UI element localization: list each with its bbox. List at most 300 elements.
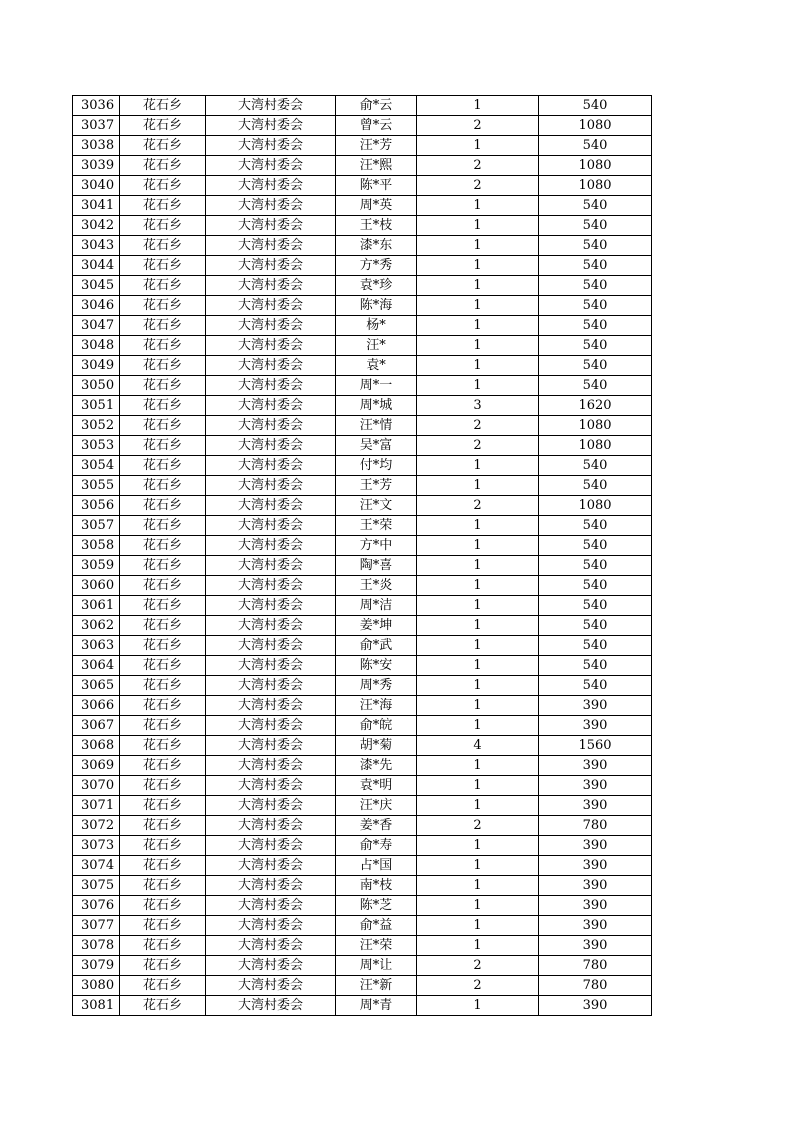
amount-cell: 390 (539, 776, 652, 796)
record-number-cell: 3057 (73, 516, 120, 536)
name-cell: 杨* (336, 316, 417, 336)
township-cell: 花石乡 (120, 256, 206, 276)
township-cell: 花石乡 (120, 756, 206, 776)
name-cell: 周*城 (336, 396, 417, 416)
record-number-cell: 3040 (73, 176, 120, 196)
table-row (73, 396, 652, 416)
table-row (73, 376, 652, 396)
name-cell: 南*枝 (336, 876, 417, 896)
household-count-cell: 1 (417, 636, 539, 656)
amount-cell: 540 (539, 536, 652, 556)
record-number-cell: 3048 (73, 336, 120, 356)
household-count-cell: 1 (417, 596, 539, 616)
village-committee-cell: 大湾村委会 (206, 416, 336, 436)
subsidy-roster-table (72, 95, 652, 1016)
table-row (73, 276, 652, 296)
name-cell: 陈*平 (336, 176, 417, 196)
household-count-cell: 1 (417, 316, 539, 336)
amount-cell: 780 (539, 816, 652, 836)
township-cell: 花石乡 (120, 996, 206, 1016)
township-cell: 花石乡 (120, 836, 206, 856)
amount-cell: 540 (539, 676, 652, 696)
household-count-cell: 1 (417, 376, 539, 396)
household-count-cell: 1 (417, 216, 539, 236)
name-cell: 袁*明 (336, 776, 417, 796)
record-number-cell: 3042 (73, 216, 120, 236)
village-committee-cell: 大湾村委会 (206, 976, 336, 996)
village-committee-cell: 大湾村委会 (206, 936, 336, 956)
amount-cell: 1080 (539, 496, 652, 516)
record-number-cell: 3062 (73, 616, 120, 636)
amount-cell: 1080 (539, 416, 652, 436)
amount-cell: 540 (539, 196, 652, 216)
village-committee-cell: 大湾村委会 (206, 236, 336, 256)
household-count-cell: 1 (417, 916, 539, 936)
name-cell: 汪*新 (336, 976, 417, 996)
table-row (73, 416, 652, 436)
record-number-cell: 3066 (73, 696, 120, 716)
household-count-cell: 1 (417, 696, 539, 716)
amount-cell: 1080 (539, 156, 652, 176)
name-cell: 周*英 (336, 196, 417, 216)
table-row (73, 436, 652, 456)
household-count-cell: 1 (417, 556, 539, 576)
record-number-cell: 3051 (73, 396, 120, 416)
name-cell: 俞*云 (336, 96, 417, 116)
amount-cell: 540 (539, 216, 652, 236)
township-cell: 花石乡 (120, 476, 206, 496)
township-cell: 花石乡 (120, 656, 206, 676)
amount-cell: 540 (539, 636, 652, 656)
village-committee-cell: 大湾村委会 (206, 116, 336, 136)
household-count-cell: 2 (417, 976, 539, 996)
village-committee-cell: 大湾村委会 (206, 856, 336, 876)
amount-cell: 390 (539, 876, 652, 896)
household-count-cell: 3 (417, 396, 539, 416)
table-row (73, 356, 652, 376)
table-row (73, 796, 652, 816)
household-count-cell: 1 (417, 756, 539, 776)
name-cell: 周*青 (336, 996, 417, 1016)
record-number-cell: 3072 (73, 816, 120, 836)
table-row (73, 716, 652, 736)
village-committee-cell: 大湾村委会 (206, 496, 336, 516)
village-committee-cell: 大湾村委会 (206, 716, 336, 736)
table-row (73, 856, 652, 876)
name-cell: 周*秀 (336, 676, 417, 696)
table-row (73, 336, 652, 356)
township-cell: 花石乡 (120, 676, 206, 696)
village-committee-cell: 大湾村委会 (206, 956, 336, 976)
township-cell: 花石乡 (120, 556, 206, 576)
table-row (73, 836, 652, 856)
township-cell: 花石乡 (120, 776, 206, 796)
township-cell: 花石乡 (120, 336, 206, 356)
township-cell: 花石乡 (120, 216, 206, 236)
record-number-cell: 3064 (73, 656, 120, 676)
record-number-cell: 3045 (73, 276, 120, 296)
table-row (73, 956, 652, 976)
record-number-cell: 3041 (73, 196, 120, 216)
record-number-cell: 3076 (73, 896, 120, 916)
record-number-cell: 3054 (73, 456, 120, 476)
household-count-cell: 1 (417, 296, 539, 316)
table-row (73, 176, 652, 196)
name-cell: 俞*寿 (336, 836, 417, 856)
village-committee-cell: 大湾村委会 (206, 156, 336, 176)
name-cell: 胡*菊 (336, 736, 417, 756)
household-count-cell: 2 (417, 156, 539, 176)
village-committee-cell: 大湾村委会 (206, 816, 336, 836)
table-row (73, 316, 652, 336)
amount-cell: 780 (539, 976, 652, 996)
village-committee-cell: 大湾村委会 (206, 756, 336, 776)
township-cell: 花石乡 (120, 636, 206, 656)
household-count-cell: 1 (417, 616, 539, 636)
table-row (73, 196, 652, 216)
record-number-cell: 3058 (73, 536, 120, 556)
township-cell: 花石乡 (120, 856, 206, 876)
name-cell: 姜*香 (336, 816, 417, 836)
village-committee-cell: 大湾村委会 (206, 376, 336, 396)
household-count-cell: 1 (417, 136, 539, 156)
village-committee-cell: 大湾村委会 (206, 596, 336, 616)
household-count-cell: 1 (417, 676, 539, 696)
name-cell: 俞*益 (336, 916, 417, 936)
township-cell: 花石乡 (120, 616, 206, 636)
household-count-cell: 1 (417, 336, 539, 356)
table-row (73, 656, 652, 676)
name-cell: 汪*庆 (336, 796, 417, 816)
record-number-cell: 3078 (73, 936, 120, 956)
name-cell: 袁* (336, 356, 417, 376)
village-committee-cell: 大湾村委会 (206, 996, 336, 1016)
amount-cell: 540 (539, 296, 652, 316)
name-cell: 王*荣 (336, 516, 417, 536)
township-cell: 花石乡 (120, 456, 206, 476)
village-committee-cell: 大湾村委会 (206, 896, 336, 916)
name-cell: 姜*坤 (336, 616, 417, 636)
record-number-cell: 3039 (73, 156, 120, 176)
name-cell: 汪*荣 (336, 936, 417, 956)
village-committee-cell: 大湾村委会 (206, 516, 336, 536)
record-number-cell: 3065 (73, 676, 120, 696)
amount-cell: 390 (539, 696, 652, 716)
record-number-cell: 3071 (73, 796, 120, 816)
village-committee-cell: 大湾村委会 (206, 836, 336, 856)
record-number-cell: 3046 (73, 296, 120, 316)
village-committee-cell: 大湾村委会 (206, 196, 336, 216)
household-count-cell: 4 (417, 736, 539, 756)
township-cell: 花石乡 (120, 196, 206, 216)
township-cell: 花石乡 (120, 956, 206, 976)
amount-cell: 540 (539, 516, 652, 536)
name-cell: 吴*富 (336, 436, 417, 456)
township-cell: 花石乡 (120, 376, 206, 396)
record-number-cell: 3044 (73, 256, 120, 276)
village-committee-cell: 大湾村委会 (206, 636, 336, 656)
township-cell: 花石乡 (120, 736, 206, 756)
household-count-cell: 1 (417, 836, 539, 856)
village-committee-cell: 大湾村委会 (206, 296, 336, 316)
household-count-cell: 1 (417, 576, 539, 596)
amount-cell: 540 (539, 616, 652, 636)
village-committee-cell: 大湾村委会 (206, 656, 336, 676)
name-cell: 汪*芳 (336, 136, 417, 156)
name-cell: 漆*东 (336, 236, 417, 256)
amount-cell: 1080 (539, 116, 652, 136)
name-cell: 周*让 (336, 956, 417, 976)
amount-cell: 540 (539, 376, 652, 396)
amount-cell: 390 (539, 836, 652, 856)
record-number-cell: 3079 (73, 956, 120, 976)
township-cell: 花石乡 (120, 96, 206, 116)
household-count-cell: 1 (417, 896, 539, 916)
name-cell: 汪*情 (336, 416, 417, 436)
household-count-cell: 1 (417, 196, 539, 216)
name-cell: 王*枝 (336, 216, 417, 236)
name-cell: 俞*武 (336, 636, 417, 656)
name-cell: 袁*珍 (336, 276, 417, 296)
amount-cell: 540 (539, 336, 652, 356)
amount-cell: 540 (539, 356, 652, 376)
record-number-cell: 3063 (73, 636, 120, 656)
household-count-cell: 1 (417, 656, 539, 676)
household-count-cell: 1 (417, 876, 539, 896)
record-number-cell: 3069 (73, 756, 120, 776)
table-row (73, 776, 652, 796)
household-count-cell: 2 (417, 436, 539, 456)
household-count-cell: 1 (417, 276, 539, 296)
village-committee-cell: 大湾村委会 (206, 536, 336, 556)
township-cell: 花石乡 (120, 316, 206, 336)
township-cell: 花石乡 (120, 356, 206, 376)
record-number-cell: 3053 (73, 436, 120, 456)
table-row (73, 996, 652, 1016)
village-committee-cell: 大湾村委会 (206, 676, 336, 696)
record-number-cell: 3037 (73, 116, 120, 136)
record-number-cell: 3075 (73, 876, 120, 896)
table-row (73, 156, 652, 176)
township-cell: 花石乡 (120, 536, 206, 556)
amount-cell: 540 (539, 476, 652, 496)
village-committee-cell: 大湾村委会 (206, 796, 336, 816)
record-number-cell: 3061 (73, 596, 120, 616)
table-row (73, 896, 652, 916)
amount-cell: 540 (539, 456, 652, 476)
township-cell: 花石乡 (120, 516, 206, 536)
table-row (73, 916, 652, 936)
township-cell: 花石乡 (120, 716, 206, 736)
record-number-cell: 3056 (73, 496, 120, 516)
record-number-cell: 3067 (73, 716, 120, 736)
village-committee-cell: 大湾村委会 (206, 696, 336, 716)
table-row (73, 696, 652, 716)
village-committee-cell: 大湾村委会 (206, 256, 336, 276)
amount-cell: 390 (539, 796, 652, 816)
name-cell: 王*芳 (336, 476, 417, 496)
amount-cell: 390 (539, 996, 652, 1016)
record-number-cell: 3038 (73, 136, 120, 156)
table-row (73, 456, 652, 476)
record-number-cell: 3080 (73, 976, 120, 996)
village-committee-cell: 大湾村委会 (206, 916, 336, 936)
township-cell: 花石乡 (120, 976, 206, 996)
table-row (73, 616, 652, 636)
village-committee-cell: 大湾村委会 (206, 176, 336, 196)
household-count-cell: 1 (417, 856, 539, 876)
household-count-cell: 1 (417, 256, 539, 276)
name-cell: 汪* (336, 336, 417, 356)
table-row (73, 96, 652, 116)
amount-cell: 390 (539, 896, 652, 916)
name-cell: 汪*熙 (336, 156, 417, 176)
amount-cell: 540 (539, 256, 652, 276)
household-count-cell: 1 (417, 796, 539, 816)
table-row (73, 876, 652, 896)
household-count-cell: 1 (417, 456, 539, 476)
township-cell: 花石乡 (120, 816, 206, 836)
village-committee-cell: 大湾村委会 (206, 356, 336, 376)
record-number-cell: 3068 (73, 736, 120, 756)
household-count-cell: 2 (417, 176, 539, 196)
table-row (73, 256, 652, 276)
village-committee-cell: 大湾村委会 (206, 216, 336, 236)
village-committee-cell: 大湾村委会 (206, 276, 336, 296)
village-committee-cell: 大湾村委会 (206, 776, 336, 796)
amount-cell: 540 (539, 96, 652, 116)
name-cell: 付*均 (336, 456, 417, 476)
name-cell: 陈*安 (336, 656, 417, 676)
amount-cell: 390 (539, 856, 652, 876)
township-cell: 花石乡 (120, 176, 206, 196)
village-committee-cell: 大湾村委会 (206, 576, 336, 596)
village-committee-cell: 大湾村委会 (206, 736, 336, 756)
township-cell: 花石乡 (120, 696, 206, 716)
name-cell: 方*秀 (336, 256, 417, 276)
household-count-cell: 1 (417, 536, 539, 556)
household-count-cell: 1 (417, 356, 539, 376)
roster-table-body (73, 96, 652, 1016)
household-count-cell: 1 (417, 716, 539, 736)
township-cell: 花石乡 (120, 116, 206, 136)
village-committee-cell: 大湾村委会 (206, 436, 336, 456)
household-count-cell: 1 (417, 236, 539, 256)
table-row (73, 536, 652, 556)
record-number-cell: 3060 (73, 576, 120, 596)
name-cell: 方*中 (336, 536, 417, 556)
record-number-cell: 3073 (73, 836, 120, 856)
township-cell: 花石乡 (120, 936, 206, 956)
record-number-cell: 3081 (73, 996, 120, 1016)
household-count-cell: 2 (417, 956, 539, 976)
name-cell: 汪*海 (336, 696, 417, 716)
township-cell: 花石乡 (120, 876, 206, 896)
table-row (73, 816, 652, 836)
amount-cell: 1080 (539, 176, 652, 196)
amount-cell: 540 (539, 596, 652, 616)
household-count-cell: 2 (417, 416, 539, 436)
village-committee-cell: 大湾村委会 (206, 316, 336, 336)
township-cell: 花石乡 (120, 496, 206, 516)
table-row (73, 496, 652, 516)
household-count-cell: 1 (417, 996, 539, 1016)
township-cell: 花石乡 (120, 436, 206, 456)
table-row (73, 736, 652, 756)
township-cell: 花石乡 (120, 796, 206, 816)
record-number-cell: 3047 (73, 316, 120, 336)
township-cell: 花石乡 (120, 236, 206, 256)
record-number-cell: 3059 (73, 556, 120, 576)
household-count-cell: 1 (417, 936, 539, 956)
table-row (73, 216, 652, 236)
name-cell: 陈*芝 (336, 896, 417, 916)
name-cell: 王*炎 (336, 576, 417, 596)
record-number-cell: 3036 (73, 96, 120, 116)
record-number-cell: 3050 (73, 376, 120, 396)
amount-cell: 390 (539, 916, 652, 936)
table-row (73, 576, 652, 596)
household-count-cell: 2 (417, 496, 539, 516)
amount-cell: 390 (539, 716, 652, 736)
name-cell: 陈*海 (336, 296, 417, 316)
amount-cell: 390 (539, 756, 652, 776)
amount-cell: 780 (539, 956, 652, 976)
amount-cell: 1620 (539, 396, 652, 416)
amount-cell: 1080 (539, 436, 652, 456)
township-cell: 花石乡 (120, 156, 206, 176)
name-cell: 周*洁 (336, 596, 417, 616)
record-number-cell: 3070 (73, 776, 120, 796)
township-cell: 花石乡 (120, 576, 206, 596)
table-row (73, 136, 652, 156)
household-count-cell: 1 (417, 476, 539, 496)
name-cell: 俞*皖 (336, 716, 417, 736)
table-row (73, 556, 652, 576)
record-number-cell: 3049 (73, 356, 120, 376)
amount-cell: 540 (539, 276, 652, 296)
township-cell: 花石乡 (120, 596, 206, 616)
village-committee-cell: 大湾村委会 (206, 336, 336, 356)
village-committee-cell: 大湾村委会 (206, 476, 336, 496)
table-row (73, 976, 652, 996)
amount-cell: 540 (539, 316, 652, 336)
village-committee-cell: 大湾村委会 (206, 616, 336, 636)
table-row (73, 936, 652, 956)
table-row (73, 636, 652, 656)
record-number-cell: 3074 (73, 856, 120, 876)
village-committee-cell: 大湾村委会 (206, 96, 336, 116)
amount-cell: 540 (539, 576, 652, 596)
household-count-cell: 1 (417, 516, 539, 536)
amount-cell: 540 (539, 556, 652, 576)
village-committee-cell: 大湾村委会 (206, 396, 336, 416)
amount-cell: 390 (539, 936, 652, 956)
township-cell: 花石乡 (120, 896, 206, 916)
table-row (73, 116, 652, 136)
village-committee-cell: 大湾村委会 (206, 556, 336, 576)
township-cell: 花石乡 (120, 396, 206, 416)
village-committee-cell: 大湾村委会 (206, 456, 336, 476)
amount-cell: 540 (539, 136, 652, 156)
amount-cell: 540 (539, 656, 652, 676)
table-row (73, 676, 652, 696)
amount-cell: 1560 (539, 736, 652, 756)
name-cell: 陶*喜 (336, 556, 417, 576)
village-committee-cell: 大湾村委会 (206, 136, 336, 156)
table-row (73, 236, 652, 256)
record-number-cell: 3043 (73, 236, 120, 256)
